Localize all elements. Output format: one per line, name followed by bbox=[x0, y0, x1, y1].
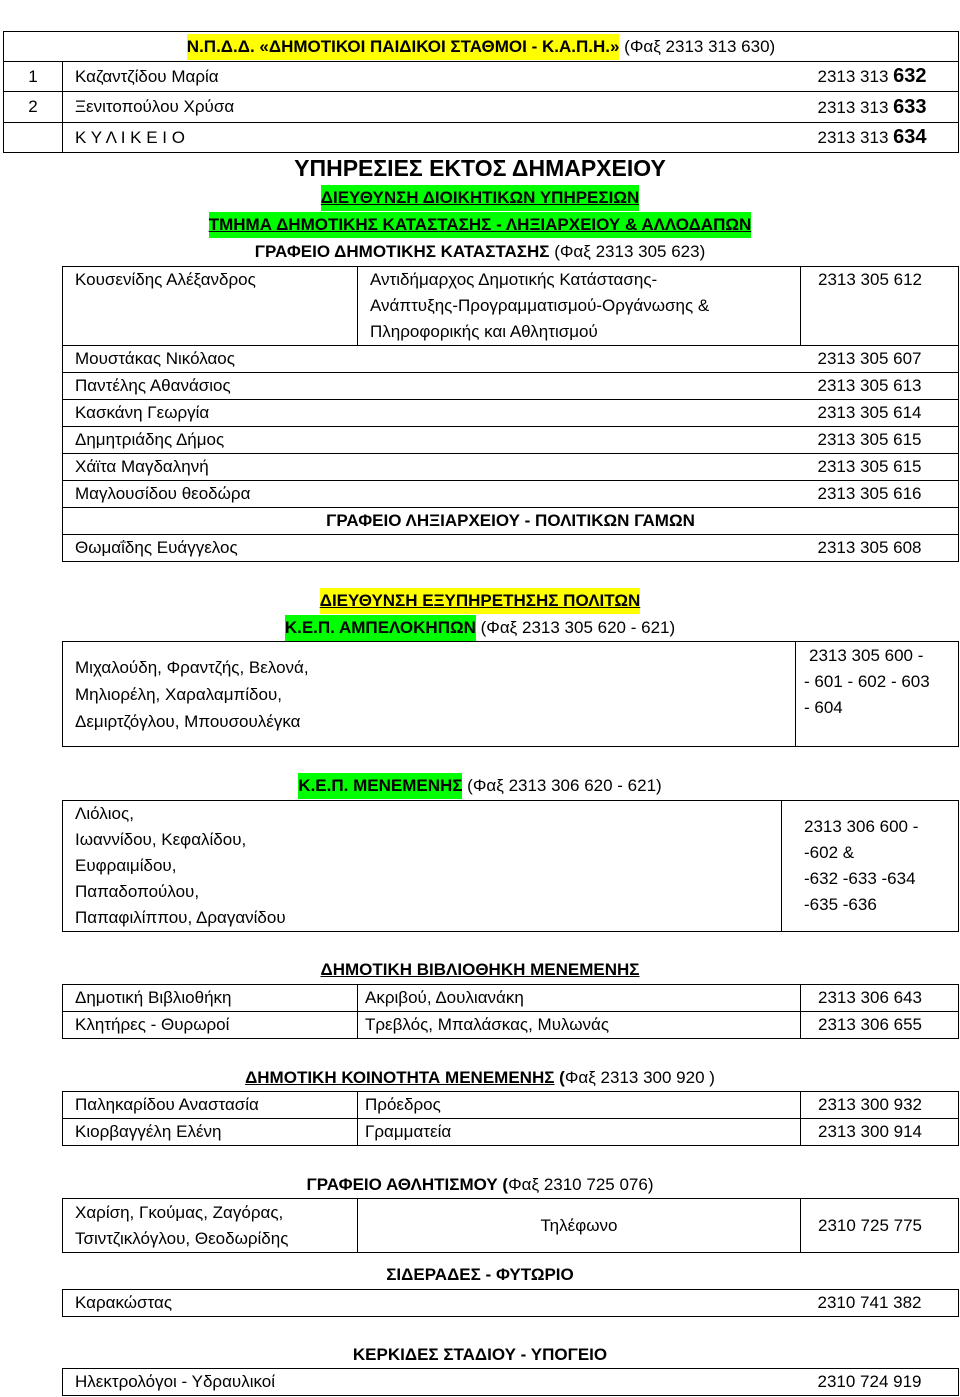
npdd-title-row bbox=[4, 32, 959, 62]
table-row bbox=[63, 454, 959, 481]
table-row bbox=[63, 1369, 959, 1396]
nursery-phone: 2310 741 382 bbox=[801, 1290, 959, 1317]
empty-cell bbox=[358, 481, 801, 508]
library-names: Τρεβλός, Μπαλάσκας, Μυλωνάς bbox=[358, 1012, 801, 1039]
kep-ampelokipon-heading bbox=[0, 615, 960, 641]
admin-directorate: ΔΙΕΥΘΥΝΣΗ ΔΙΟΙΚΗΤΙΚΩΝ ΥΠΗΡΕΣΙΩΝ bbox=[321, 185, 639, 211]
nursery-name: Καρακώστας bbox=[63, 1290, 801, 1317]
empty-cell bbox=[358, 454, 801, 481]
table-row bbox=[63, 1092, 959, 1119]
table-row bbox=[63, 1119, 959, 1146]
table-row bbox=[63, 373, 959, 400]
table-row bbox=[63, 985, 959, 1012]
staff-phone: 2313 305 607 bbox=[801, 346, 959, 373]
staff-line: Δεμιρτζόγλου, Μπουσουλέγκα bbox=[75, 711, 301, 731]
contact-phone bbox=[801, 123, 959, 153]
empty-cell bbox=[358, 373, 801, 400]
deputy-role-line: Πληροφορικής και Αθλητισμού bbox=[370, 322, 598, 341]
staff-line: Παπαδοπούλου, bbox=[75, 882, 200, 901]
table-row bbox=[63, 642, 959, 747]
community-paren: ( bbox=[554, 1068, 565, 1087]
phone-extension: 634 bbox=[893, 126, 927, 148]
community-name: Κιορβαγγέλη Ελένη bbox=[63, 1119, 358, 1146]
staff-phone: 2313 305 615 bbox=[801, 427, 959, 454]
community-role: Γραμματεία bbox=[358, 1119, 801, 1146]
admin-department: ΤΜΗΜΑ ΔΗΜΟΤΙΚΗΣ ΚΑΤΑΣΤΑΣΗΣ - ΛΗΞΙΑΡΧΕΙΟΥ & ΑΛΛΟΔΑΠΩΝ bbox=[209, 212, 752, 238]
contact-name: Κ Υ Λ Ι Κ Ε Ι Ο bbox=[63, 123, 801, 153]
community-phone: 2313 300 932 bbox=[801, 1092, 959, 1119]
staff-line: Μηλιορέλη, Χαραλαμπίδου, bbox=[75, 684, 282, 704]
staff-name: Θωμαΐδης Ευάγγελος bbox=[63, 535, 358, 562]
kep-ampelokipon-fax: (Φαξ 2313 305 620 - 621) bbox=[475, 618, 676, 637]
table-row bbox=[63, 535, 959, 562]
community-table bbox=[62, 1091, 959, 1146]
registry-title: ΓΡΑΦΕΙΟ ΛΗΞΙΑΡΧΕΙΟΥ - ΠΟΛΙΤΙΚΩΝ ΓΑΜΩΝ bbox=[63, 508, 959, 535]
staff-line: Ευφραιμίδου, bbox=[75, 856, 177, 875]
kep-menemenis-fax: (Φαξ 2313 306 620 - 621) bbox=[462, 776, 662, 795]
table-row bbox=[4, 92, 959, 123]
staff-line: Λιόλιος, bbox=[75, 804, 134, 823]
citizen-directorate: ΔΙΕΥΘΥΝΣΗ ΕΞΥΠΗΡΕΤΗΣΗΣ ΠΟΛΙΤΩΝ bbox=[320, 588, 641, 614]
npdd-table bbox=[3, 31, 959, 153]
deputy-phone: 2313 305 612 bbox=[801, 267, 959, 346]
library-heading bbox=[0, 957, 960, 983]
phone-line: 2313 306 600 - bbox=[804, 817, 919, 836]
library-title: ΔΗΜΟΤΙΚΗ ΒΙΒΛΙΟΘΗΚΗ ΜΕΝΕΜΕΝΗΣ bbox=[320, 960, 640, 979]
phone-extension: 632 bbox=[893, 65, 927, 87]
kep-menemenis-heading bbox=[0, 773, 960, 799]
empty-cell bbox=[358, 427, 801, 454]
staff-line: Τσιντζικλόγλου, Θεοδωρίδης bbox=[75, 1228, 289, 1248]
office-heading bbox=[0, 239, 960, 265]
table-row bbox=[4, 123, 959, 153]
row-number: 2 bbox=[4, 92, 63, 123]
library-names: Ακριβού, Δουλιανάκη bbox=[358, 985, 801, 1012]
kep-menemenis-staff bbox=[63, 801, 782, 932]
kep-menemenis-table bbox=[62, 800, 959, 932]
staff-phone: 2313 305 614 bbox=[801, 400, 959, 427]
services-heading: ΥΠΗΡΕΣΙΕΣ ΕΚΤΟΣ ΔΗΜΑΡΧΕΙΟΥ bbox=[294, 155, 666, 181]
community-title: ΔΗΜΟΤΙΚΗ ΚΟΙΝΟΤΗΤΑ ΜΕΝΕΜΕΝΗΣ bbox=[245, 1068, 555, 1087]
phone-line: -602 & bbox=[804, 843, 855, 862]
phone-prefix: 2313 313 bbox=[817, 67, 894, 86]
table-row bbox=[63, 400, 959, 427]
phone-line: -635 -636 bbox=[804, 895, 877, 914]
phone-line: - 601 - 602 - 603 bbox=[804, 672, 930, 691]
staff-line: Χαρίση, Γκούμας, Ζαγόρας, bbox=[75, 1202, 284, 1222]
table-row bbox=[63, 427, 959, 454]
contact-name: Ξενιτοπούλου Χρύσα bbox=[63, 92, 801, 123]
community-phone: 2313 300 914 bbox=[801, 1119, 959, 1146]
library-label: Δημοτική Βιβλιοθήκη bbox=[63, 985, 358, 1012]
library-table bbox=[62, 984, 959, 1039]
staff-name: Κασκάνη Γεωργία bbox=[63, 400, 358, 427]
civil-status-table bbox=[62, 266, 959, 562]
contact-phone bbox=[801, 92, 959, 123]
community-heading bbox=[0, 1065, 960, 1091]
kep-ampelokipon-phones bbox=[796, 642, 959, 747]
table-row bbox=[63, 346, 959, 373]
staff-phone: 2313 305 608 bbox=[801, 535, 959, 562]
stadium-title: ΚΕΡΚΙΔΕΣ ΣΤΑΔΙΟΥ - ΥΠΟΓΕΙΟ bbox=[352, 1345, 608, 1364]
phone-extension: 633 bbox=[893, 95, 927, 118]
nursery-title: ΣΙΔΕΡΑΔΕΣ - ΦΥΤΩΡΙΟ bbox=[386, 1265, 574, 1284]
staff-line: Ιωαννίδου, Κεφαλίδου, bbox=[75, 830, 247, 849]
phone-prefix: 2313 313 bbox=[817, 97, 894, 117]
npdd-title-cell bbox=[4, 32, 959, 62]
admin-directorate-line bbox=[0, 185, 960, 211]
contact-phone bbox=[801, 62, 959, 92]
library-phone: 2313 306 655 bbox=[801, 1012, 959, 1039]
deputy-name: Κουσενίδης Αλέξανδρος bbox=[63, 267, 358, 346]
staff-name: Μουστάκας Νικόλαος bbox=[63, 346, 358, 373]
kep-ampelokipon-staff bbox=[63, 642, 796, 747]
office-title: ΓΡΑΦΕΙΟ ΔΗΜΟΤΙΚΗΣ ΚΑΤΑΣΤΑΣΗΣ bbox=[254, 242, 550, 261]
table-row bbox=[63, 801, 959, 932]
npdd-fax: (Φαξ 2313 313 630) bbox=[619, 36, 776, 56]
kep-ampelokipon-table bbox=[62, 641, 959, 747]
nursery-table bbox=[62, 1289, 959, 1317]
athletics-heading bbox=[0, 1172, 960, 1198]
athletics-phone: 2310 725 775 bbox=[801, 1199, 959, 1253]
table-row bbox=[63, 1012, 959, 1039]
athletics-staff bbox=[63, 1199, 358, 1253]
admin-department-line bbox=[0, 212, 960, 238]
citizen-directorate-line bbox=[0, 588, 960, 614]
row-number-empty bbox=[4, 123, 63, 153]
staff-name: Χάϊτα Μαγδαληνή bbox=[63, 454, 358, 481]
staff-name: Δημητριάδης Δήμος bbox=[63, 427, 358, 454]
kep-ampelokipon-title: Κ.Ε.Π. ΑΜΠΕΛΟΚΗΠΩΝ bbox=[285, 615, 476, 641]
table-row bbox=[63, 481, 959, 508]
staff-line: Μιχαλούδη, Φραντζής, Βελονά, bbox=[75, 657, 309, 677]
kep-menemenis-phones bbox=[782, 801, 959, 932]
empty-cell bbox=[358, 346, 801, 373]
stadium-phone: 2310 724 919 bbox=[801, 1369, 959, 1396]
library-label: Κλητήρες - Θυρωροί bbox=[63, 1012, 358, 1039]
kep-menemenis-title: Κ.Ε.Π. ΜΕΝΕΜΕΝΗΣ bbox=[298, 773, 462, 799]
npdd-title: Ν.Π.Δ.Δ. «ΔΗΜΟΤΙΚΟΙ ΠΑΙΔΙΚΟΙ ΣΤΑΘΜΟΙ - Κ.Α.Π.Η.» bbox=[187, 34, 620, 60]
staff-line: Παπαφιλίππου, Δραγανίδου bbox=[75, 908, 286, 927]
athletics-table bbox=[62, 1198, 959, 1253]
phone-line: -632 -633 -634 bbox=[804, 869, 916, 888]
empty-cell bbox=[358, 400, 801, 427]
table-row bbox=[63, 1290, 959, 1317]
community-name: Παληκαρίδου Αναστασία bbox=[63, 1092, 358, 1119]
phone-prefix: 2313 313 bbox=[817, 128, 894, 147]
deputy-role-line: Αντιδήμαρχος Δημοτικής Κατάστασης- bbox=[370, 270, 658, 289]
row-number: 1 bbox=[4, 62, 63, 92]
deputy-role bbox=[358, 267, 801, 346]
staff-name: Μαγλουσίδου θεοδώρα bbox=[63, 481, 358, 508]
library-phone: 2313 306 643 bbox=[801, 985, 959, 1012]
registry-heading-row bbox=[63, 508, 959, 535]
contact-name: Καζαντζίδου Μαρία bbox=[63, 62, 801, 92]
phone-line: - 604 bbox=[804, 698, 843, 717]
staff-phone: 2313 305 615 bbox=[801, 454, 959, 481]
staff-phone: 2313 305 613 bbox=[801, 373, 959, 400]
athletics-title: ΓΡΑΦΕΙΟ ΑΘΛΗΤΙΣΜΟΥ ( bbox=[306, 1175, 509, 1194]
empty-cell bbox=[358, 535, 801, 562]
deputy-role-line: Ανάπτυξης-Προγραμματισμού-Οργάνωσης & bbox=[370, 296, 710, 315]
staff-phone: 2313 305 616 bbox=[801, 481, 959, 508]
stadium-table bbox=[62, 1368, 959, 1396]
community-role: Πρόεδρος bbox=[358, 1092, 801, 1119]
athletics-fax: Φαξ 2310 725 076) bbox=[508, 1175, 654, 1194]
table-row bbox=[63, 1199, 959, 1253]
athletics-label: Τηλέφωνο bbox=[358, 1199, 801, 1253]
table-row bbox=[4, 62, 959, 92]
phone-line: 2313 305 600 - bbox=[809, 646, 924, 665]
staff-name: Παντέλης Αθανάσιος bbox=[63, 373, 358, 400]
deputy-row bbox=[63, 267, 959, 346]
community-fax: Φαξ 2313 300 920 ) bbox=[564, 1068, 715, 1087]
office-fax: (Φαξ 2313 305 623) bbox=[549, 242, 706, 261]
stadium-name: Ηλεκτρολόγοι - Υδραυλικοί bbox=[63, 1369, 801, 1396]
